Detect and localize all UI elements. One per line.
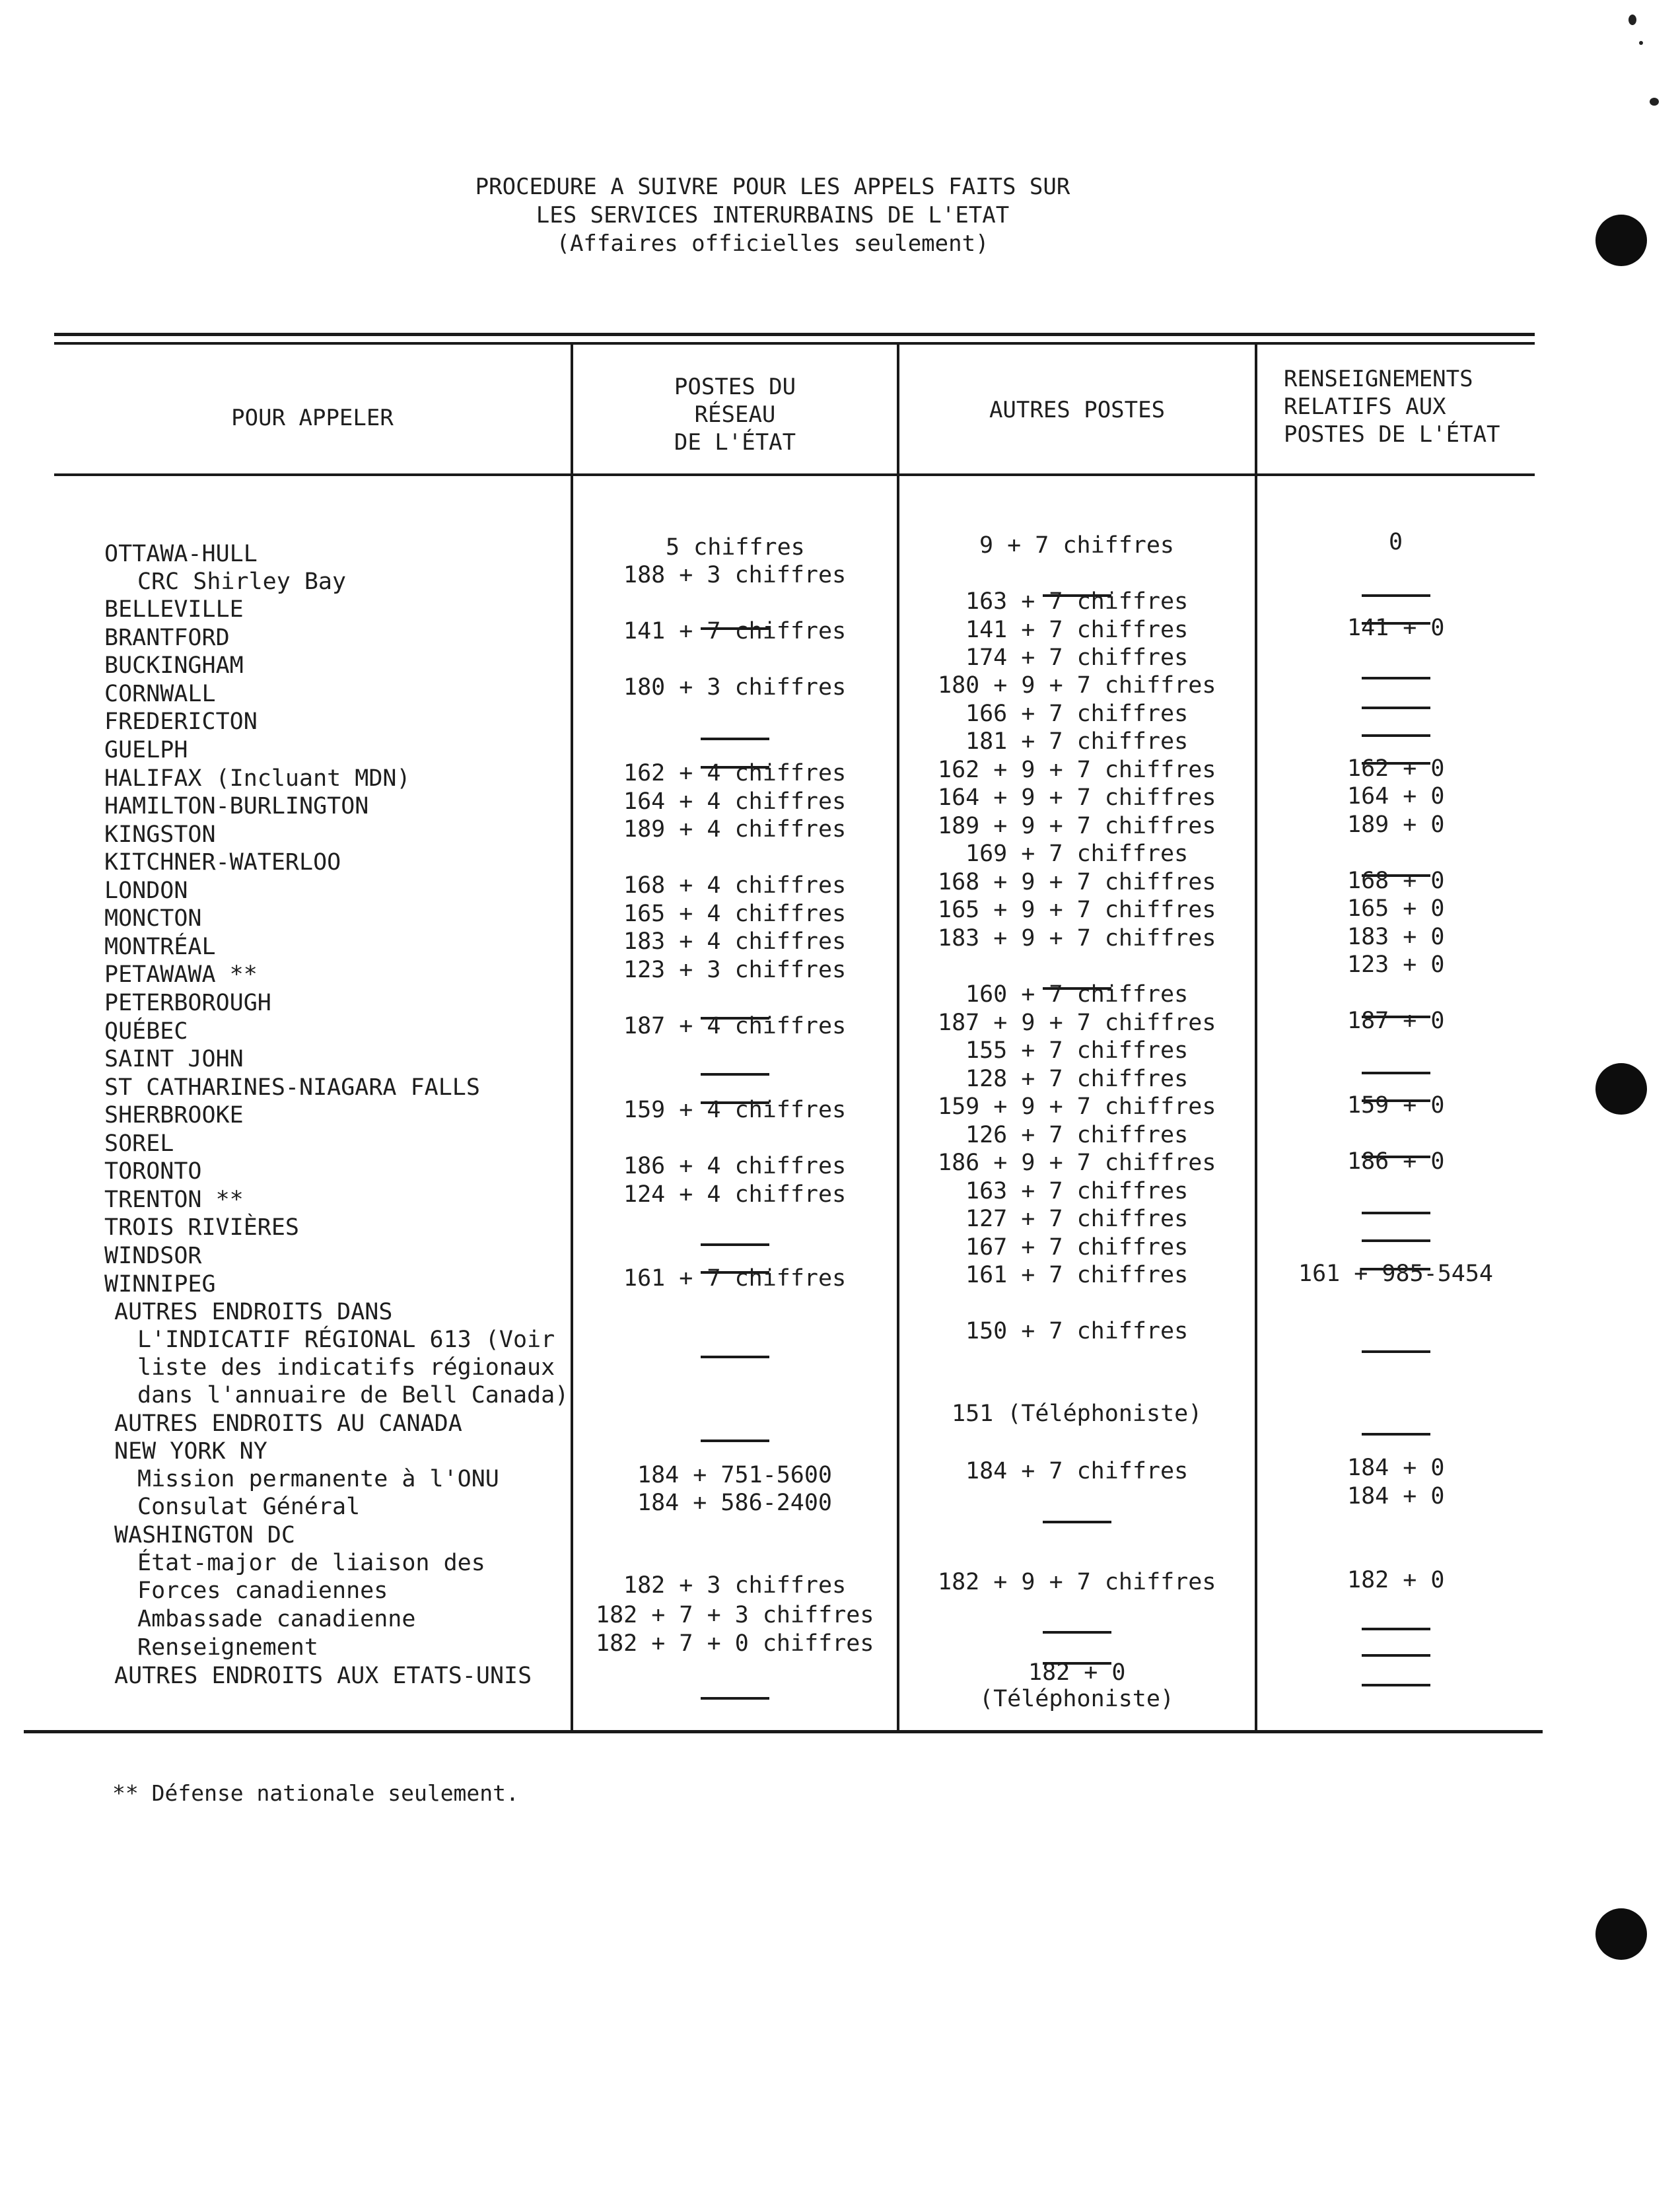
destination-label: KITCHNER-WATERLOO <box>104 849 341 876</box>
postes-reseau-cell: 183 + 4 chiffres <box>623 928 847 955</box>
destination-label: MONCTON <box>104 905 202 932</box>
destination-label: GUELPH <box>104 737 188 763</box>
destination-label: PETAWAWA ** <box>104 961 258 988</box>
autres-postes-cell: 168 + 9 + 7 chiffres <box>938 869 1216 895</box>
autres-postes-cell: 141 + 7 chiffres <box>965 617 1189 643</box>
autres-postes-cell: 155 + 7 chiffres <box>965 1037 1189 1064</box>
destination-label: ST CATHARINES-NIAGARA FALLS <box>104 1074 480 1101</box>
autres-postes-cell: 184 + 7 chiffres <box>965 1458 1189 1484</box>
destination-label: Mission permanente à l'ONU <box>137 1466 499 1492</box>
renseignements-cell: 184 + 0 <box>1347 1483 1445 1509</box>
postes-reseau-cell-dash <box>701 1439 769 1442</box>
destination-label: HAMILTON-BURLINGTON <box>104 793 369 819</box>
postes-reseau-cell: 182 + 3 chiffres <box>623 1572 847 1599</box>
title-line-3: (Affaires officielles seulement) <box>556 230 989 257</box>
scan-speck <box>1628 15 1636 25</box>
postes-reseau-cell: 187 + 4 chiffres <box>623 1013 847 1039</box>
punch-hole-middle <box>1595 1063 1647 1115</box>
destination-label: PETERBOROUGH <box>104 990 271 1016</box>
renseignements-cell: 141 + 0 <box>1347 615 1445 641</box>
postes-reseau-cell-dash <box>701 1697 769 1700</box>
autres-postes-cell: 181 + 7 chiffres <box>965 728 1189 755</box>
renseignements-cell-dash <box>1362 1654 1430 1657</box>
postes-reseau-cell: 123 + 3 chiffres <box>623 957 847 983</box>
destination-label: MONTRÉAL <box>104 934 216 960</box>
footnote: ** Défense nationale seulement. <box>112 1780 519 1806</box>
autres-postes-cell: 186 + 9 + 7 chiffres <box>938 1150 1216 1176</box>
header-autres-postes: AUTRES POSTES <box>989 397 1166 423</box>
destination-label: dans l'annuaire de Bell Canada) <box>137 1382 569 1408</box>
renseignements-cell: 0 <box>1389 529 1403 555</box>
document-title <box>0 173 1545 258</box>
destination-label: BELLEVILLE <box>104 596 244 623</box>
destination-label: AUTRES ENDROITS AUX ETATS-UNIS <box>114 1663 532 1689</box>
postes-reseau-cell: 182 + 7 + 3 chiffres <box>596 1602 874 1628</box>
destination-label: QUÉBEC <box>104 1018 188 1045</box>
destination-label: CRC Shirley Bay <box>137 569 347 595</box>
destination-label: TORONTO <box>104 1158 202 1185</box>
column-divider-1 <box>571 345 573 1730</box>
destination-label: Forces canadiennes <box>137 1578 388 1604</box>
postes-reseau-cell: 184 + 751-5600 <box>637 1462 833 1488</box>
destination-label: TROIS RIVIÈRES <box>104 1214 300 1241</box>
postes-reseau-cell: 188 + 3 chiffres <box>623 562 847 588</box>
destination-label: liste des indicatifs régionaux <box>137 1354 555 1381</box>
destination-label: BUCKINGHAM <box>104 652 244 679</box>
autres-postes-cell: 127 + 7 chiffres <box>965 1206 1189 1232</box>
destination-label: Ambassade canadienne <box>137 1606 416 1632</box>
destination-label: TRENTON ** <box>104 1187 244 1213</box>
postes-reseau-cell: 124 + 4 chiffres <box>623 1181 847 1208</box>
autres-postes-cell: 182 + 0 <box>1028 1659 1126 1686</box>
autres-postes-cell: 163 + 7 chiffres <box>965 1178 1189 1204</box>
destination-label: FREDERICTON <box>104 709 258 735</box>
postes-reseau-cell: 141 + 7 chiffres <box>623 618 847 644</box>
renseignements-cell: 159 + 0 <box>1347 1092 1445 1119</box>
postes-reseau-cell: 165 + 4 chiffres <box>623 901 847 927</box>
renseignements-cell-dash <box>1362 1684 1430 1686</box>
postes-reseau-cell: 162 + 4 chiffres <box>623 760 847 786</box>
scan-speck <box>1639 41 1643 45</box>
postes-reseau-cell: 159 + 4 chiffres <box>623 1097 847 1123</box>
autres-postes-cell: 164 + 9 + 7 chiffres <box>938 784 1216 811</box>
destination-label: SOREL <box>104 1130 174 1157</box>
renseignements-cell: 161 + 985-5454 <box>1298 1261 1494 1287</box>
destination-label: WINDSOR <box>104 1243 202 1269</box>
renseignements-cell-dash <box>1362 594 1430 597</box>
renseignements-cell-dash <box>1362 707 1430 709</box>
postes-reseau-cell-dash <box>701 1073 769 1076</box>
autres-postes-cell: 189 + 9 + 7 chiffres <box>938 813 1216 839</box>
postes-reseau-cell: 161 + 7 chiffres <box>623 1265 847 1292</box>
postes-reseau-cell-dash <box>701 738 769 740</box>
autres-postes-cell: 174 + 7 chiffres <box>965 644 1189 671</box>
autres-postes-cell: 161 + 7 chiffres <box>965 1262 1189 1288</box>
destination-label: LONDON <box>104 878 188 904</box>
destination-label: HALIFAX (Incluant MDN) <box>104 765 411 792</box>
autres-postes-cell: 183 + 9 + 7 chiffres <box>938 925 1216 952</box>
autres-postes-cell: 9 + 7 chiffres <box>979 532 1175 559</box>
destination-label: AUTRES ENDROITS DANS <box>114 1299 393 1325</box>
destination-label: Consulat Général <box>137 1494 361 1520</box>
autres-postes-cell-dash <box>1043 1521 1111 1523</box>
column-divider-2 <box>897 345 899 1730</box>
autres-postes-cell: 166 + 7 chiffres <box>965 701 1189 727</box>
postes-reseau-cell: 182 + 7 + 0 chiffres <box>596 1630 874 1657</box>
postes-reseau-cell: 189 + 4 chiffres <box>623 816 847 843</box>
autres-postes-cell: 169 + 7 chiffres <box>965 841 1189 867</box>
punch-hole-top <box>1595 215 1647 266</box>
destination-label: État-major de liaison des <box>137 1550 485 1576</box>
postes-reseau-cell-dash <box>701 1356 769 1358</box>
postes-reseau-cell: 168 + 4 chiffres <box>623 872 847 899</box>
renseignements-cell-dash <box>1362 1212 1430 1214</box>
renseignements-cell: 187 + 0 <box>1347 1008 1445 1034</box>
destination-label: L'INDICATIF RÉGIONAL 613 (Voir <box>137 1327 555 1353</box>
destination-label: WASHINGTON DC <box>114 1522 295 1548</box>
renseignements-cell: 186 + 0 <box>1347 1148 1445 1175</box>
renseignements-cell-dash <box>1362 677 1430 679</box>
postes-reseau-cell: 184 + 586-2400 <box>637 1490 833 1516</box>
header-pour-appeler: POUR APPELER <box>231 405 394 431</box>
scan-speck <box>1650 98 1659 106</box>
header-renseignements: RENSEIGNEMENTS RELATIFS AUX POSTES DE L'ÉTAT <box>1284 366 1500 448</box>
destination-label: NEW YORK NY <box>114 1438 267 1465</box>
destination-label: WINNIPEG <box>104 1271 216 1298</box>
renseignements-cell: 162 + 0 <box>1347 755 1445 782</box>
autres-postes-cell: 162 + 9 + 7 chiffres <box>938 757 1216 783</box>
autres-postes-cell: 167 + 7 chiffres <box>965 1234 1189 1261</box>
destination-label: AUTRES ENDROITS AU CANADA <box>114 1410 462 1437</box>
destination-label: SHERBROOKE <box>104 1102 244 1128</box>
title-line-2: LES SERVICES INTERURBAINS DE L'ETAT <box>536 202 1010 228</box>
table-bottom-rule <box>24 1730 1543 1733</box>
header-bottom-rule <box>54 473 1535 476</box>
autres-postes-cell: 163 + 7 chiffres <box>965 588 1189 615</box>
autres-postes-cell: 165 + 9 + 7 chiffres <box>938 897 1216 923</box>
title-line-1: PROCEDURE A SUIVRE POUR LES APPELS FAITS SUR <box>475 174 1070 200</box>
renseignements-cell: 165 + 0 <box>1347 895 1445 922</box>
postes-reseau-cell: 180 + 3 chiffres <box>623 674 847 701</box>
autres-postes-cell: 150 + 7 chiffres <box>965 1318 1189 1344</box>
punch-hole-bottom <box>1595 1908 1647 1960</box>
renseignements-cell: 182 + 0 <box>1347 1567 1445 1593</box>
renseignements-cell: 168 + 0 <box>1347 868 1445 894</box>
autres-postes-cell: 159 + 9 + 7 chiffres <box>938 1093 1216 1120</box>
renseignements-cell-dash <box>1362 1433 1430 1436</box>
renseignements-cell: 164 + 0 <box>1347 783 1445 810</box>
postes-reseau-cell-dash <box>701 1243 769 1246</box>
destination-label: OTTAWA-HULL <box>104 541 258 567</box>
header-postes-reseau: POSTES DU RÉSEAU DE L'ÉTAT <box>674 374 796 456</box>
destination-label: KINGSTON <box>104 821 216 848</box>
postes-reseau-cell: 164 + 4 chiffres <box>623 788 847 815</box>
destination-label: SAINT JOHN <box>104 1046 244 1072</box>
autres-postes-cell: 182 + 9 + 7 chiffres <box>938 1569 1216 1595</box>
autres-postes-cell: (Téléphoniste) <box>979 1686 1175 1712</box>
autres-postes-cell-dash <box>1043 1631 1111 1634</box>
renseignements-cell: 123 + 0 <box>1347 952 1445 978</box>
autres-postes-cell: 126 + 7 chiffres <box>965 1122 1189 1148</box>
renseignements-cell-dash <box>1362 1628 1430 1630</box>
renseignements-cell-dash <box>1362 1072 1430 1074</box>
postes-reseau-cell: 5 chiffres <box>666 534 805 561</box>
postes-reseau-cell: 186 + 4 chiffres <box>623 1153 847 1179</box>
autres-postes-cell: 187 + 9 + 7 chiffres <box>938 1010 1216 1036</box>
autres-postes-cell: 180 + 9 + 7 chiffres <box>938 672 1216 699</box>
autres-postes-cell: 151 (Téléphoniste) <box>952 1401 1203 1427</box>
destination-label: BRANTFORD <box>104 625 230 651</box>
autres-postes-cell: 160 + 7 chiffres <box>965 981 1189 1008</box>
table-top-rule <box>54 333 1535 336</box>
renseignements-cell-dash <box>1362 734 1430 737</box>
renseignements-cell: 184 + 0 <box>1347 1455 1445 1481</box>
autres-postes-cell: 128 + 7 chiffres <box>965 1066 1189 1092</box>
table-top-rule-2 <box>54 342 1535 345</box>
destination-label: Renseignement <box>137 1634 318 1661</box>
renseignements-cell: 183 + 0 <box>1347 924 1445 950</box>
destination-label: CORNWALL <box>104 681 216 707</box>
renseignements-cell-dash <box>1362 1239 1430 1242</box>
column-divider-3 <box>1255 345 1257 1730</box>
renseignements-cell-dash <box>1362 1350 1430 1353</box>
renseignements-cell: 189 + 0 <box>1347 812 1445 838</box>
